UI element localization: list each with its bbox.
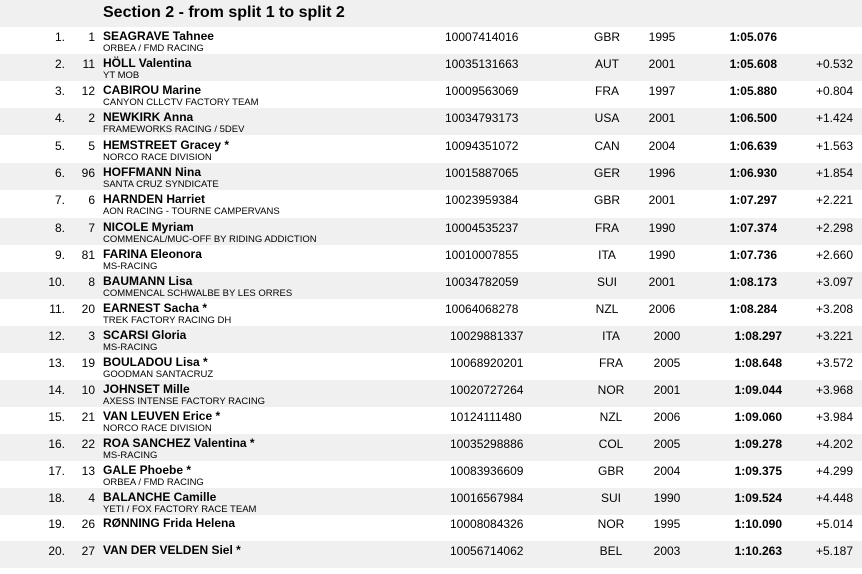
bib-cell: 20: [81, 302, 95, 316]
table-row: [0, 108, 862, 135]
birth-year: 2001: [653, 383, 681, 397]
time-gap: +0.532: [815, 57, 853, 71]
bib-cell: 26: [81, 517, 95, 531]
rider-name: RØNNING Frida Helena: [103, 516, 236, 530]
time-gap: +3.097: [815, 275, 853, 289]
time-gap: +0.804: [815, 84, 853, 98]
page-title: Section 2 - from split 1 to split 2: [103, 4, 345, 21]
rider-name: HOFFMANN Nina: [103, 165, 201, 179]
team-name: MS-RACING: [103, 342, 158, 353]
time-gap: +2.660: [815, 248, 853, 262]
table-row: [0, 407, 862, 434]
time-gap: +1.563: [815, 139, 853, 153]
team-name: MS-RACING: [103, 450, 158, 461]
rider-name: VAN DER VELDEN Siel *: [103, 543, 241, 557]
birth-year: 1995: [653, 517, 681, 531]
rank-cell: 16.: [48, 437, 65, 451]
rank-cell: 18.: [48, 491, 65, 505]
uci-id: 10023959384: [445, 193, 519, 207]
rank-cell: 17.: [48, 464, 65, 478]
birth-year: 2004: [653, 464, 681, 478]
team-name: MS-RACING: [103, 261, 158, 272]
team-name: TREK FACTORY RACING DH: [103, 315, 232, 326]
team-name: AXESS INTENSE FACTORY RACING: [103, 396, 266, 407]
time-gap: +3.968: [815, 383, 853, 397]
time-gap: +3.221: [815, 329, 853, 343]
nationality: COL: [598, 437, 624, 451]
rank-cell: 8.: [54, 221, 65, 235]
table-row: [0, 514, 862, 541]
uci-id: 10035131663: [445, 57, 519, 71]
birth-year: 2005: [653, 356, 681, 370]
team-name: COMMENCAL SCHWALBE BY LES ORRES: [103, 288, 293, 299]
nationality: FRA: [595, 221, 619, 235]
time-gap: +5.187: [815, 544, 853, 558]
rider-name: FARINA Eleonora: [103, 247, 202, 261]
table-row: [0, 488, 862, 515]
rider-name: VAN LEUVEN Erice *: [103, 409, 221, 423]
birth-year: 2006: [653, 410, 681, 424]
birth-year: 1990: [653, 491, 681, 505]
nationality: GBR: [597, 464, 624, 478]
rank-cell: 15.: [48, 410, 65, 424]
rank-cell: 4.: [54, 111, 65, 125]
section-time: 1:06.930: [729, 166, 777, 180]
birth-year: 2003: [653, 544, 681, 558]
section-time: 1:06.639: [729, 139, 777, 153]
time-gap: +3.984: [815, 410, 853, 424]
section-time: 1:08.284: [729, 302, 777, 316]
table-row: [0, 27, 862, 54]
uci-id: 10083936609: [450, 464, 524, 478]
time-gap: +1.854: [815, 166, 853, 180]
birth-year: 1990: [648, 221, 676, 235]
bib-cell: 4: [88, 491, 95, 505]
section-time: 1:05.608: [729, 57, 777, 71]
nationality: FRA: [595, 84, 619, 98]
rider-name: HARNDEN Harriet: [103, 192, 206, 206]
table-row: [0, 461, 862, 488]
uci-id: 10015887065: [445, 166, 519, 180]
bib-cell: 12: [81, 84, 95, 98]
section-time: 1:09.278: [734, 437, 782, 451]
rank-cell: 3.: [54, 84, 65, 98]
rank-cell: 10.: [48, 275, 65, 289]
table-row: [0, 326, 862, 353]
bib-cell: 96: [81, 166, 95, 180]
bib-cell: 5: [88, 139, 95, 153]
section-time: 1:07.374: [729, 221, 777, 235]
section-time: 1:07.736: [729, 248, 777, 262]
nationality: ITA: [602, 329, 620, 343]
bib-cell: 10: [81, 383, 95, 397]
bib-cell: 27: [81, 544, 95, 558]
birth-year: 2000: [653, 329, 681, 343]
rank-cell: 7.: [54, 193, 65, 207]
rank-cell: 19.: [48, 517, 65, 531]
team-name: AON RACING - TOURNE CAMPERVANS: [103, 206, 280, 217]
nationality: CAN: [594, 139, 620, 153]
nationality: GBR: [593, 30, 620, 44]
rider-name: GALE Phoebe *: [103, 463, 192, 477]
table-row: [0, 434, 862, 461]
section-time: 1:09.044: [734, 383, 782, 397]
uci-id: 10068920201: [450, 356, 524, 370]
uci-id: 10020727264: [450, 383, 524, 397]
table-row: [0, 245, 862, 272]
nationality: USA: [594, 111, 620, 125]
team-name: NORCO RACE DIVISION: [103, 152, 212, 163]
section-time: 1:08.173: [729, 275, 777, 289]
section-time: 1:06.500: [729, 111, 777, 125]
table-row: [0, 81, 862, 108]
uci-id: 10124111480: [450, 410, 522, 424]
table-row: [0, 299, 862, 326]
rank-cell: 6.: [54, 166, 65, 180]
time-gap: +3.208: [815, 302, 853, 316]
rider-name: JOHNSET Mille: [103, 382, 190, 396]
team-name: YT MOB: [103, 70, 140, 81]
section-time: 1:10.263: [734, 544, 782, 558]
section-time: 1:08.648: [734, 356, 782, 370]
bib-cell: 13: [81, 464, 95, 478]
section-time: 1:10.090: [734, 517, 782, 531]
bib-cell: 2: [88, 111, 95, 125]
birth-year: 1995: [648, 30, 676, 44]
rider-name: BALANCHE Camille: [103, 490, 217, 504]
time-gap: +5.014: [815, 517, 853, 531]
rider-name: SCARSI Gloria: [103, 328, 187, 342]
team-name: ORBEA / FMD RACING: [103, 43, 204, 54]
team-name: COMMENCAL/MUC-OFF BY RIDING ADDICTION: [103, 234, 317, 245]
uci-id: 10064068278: [445, 302, 519, 316]
nationality: FRA: [599, 356, 623, 370]
time-gap: +1.424: [815, 111, 853, 125]
birth-year: 2004: [648, 139, 676, 153]
section-time: 1:09.375: [734, 464, 782, 478]
team-name: FRAMEWORKS RACING / 5DEV: [103, 124, 245, 135]
birth-year: 2001: [648, 193, 676, 207]
rider-name: ROA SANCHEZ Valentina *: [103, 436, 255, 450]
birth-year: 1997: [648, 84, 676, 98]
rank-cell: 20.: [48, 544, 65, 558]
time-gap: +2.221: [815, 193, 853, 207]
nationality: ITA: [598, 248, 616, 262]
table-row: [0, 218, 862, 245]
bib-cell: 11: [82, 57, 95, 71]
bib-cell: 8: [88, 275, 95, 289]
section-time: 1:07.297: [729, 193, 777, 207]
table-row: [0, 272, 862, 299]
birth-year: 1996: [648, 166, 676, 180]
nationality: SUI: [600, 491, 621, 505]
nationality: AUT: [595, 57, 619, 71]
rank-cell: 14.: [48, 383, 65, 397]
section-time: 1:05.880: [729, 84, 777, 98]
team-name: NORCO RACE DIVISION: [103, 423, 212, 434]
bib-cell: 19: [81, 356, 95, 370]
rider-name: SEAGRAVE Tahnee: [103, 29, 214, 43]
uci-id: 10007414016: [445, 30, 519, 44]
time-gap: +4.202: [815, 437, 853, 451]
table-row: [0, 163, 862, 190]
uci-id: 10035298886: [450, 437, 524, 451]
rider-name: BOULADOU Lisa *: [103, 355, 208, 369]
uci-id: 10016567984: [450, 491, 524, 505]
time-gap: +3.572: [815, 356, 853, 370]
nationality: SUI: [596, 275, 617, 289]
nationality: NZL: [595, 302, 619, 316]
bib-cell: 6: [88, 193, 95, 207]
table-row: [0, 190, 862, 217]
nationality: BEL: [599, 544, 623, 558]
uci-id: 10010007855: [445, 248, 519, 262]
nationality: NOR: [597, 517, 625, 531]
bib-cell: 81: [81, 248, 95, 262]
time-gap: +2.298: [815, 221, 853, 235]
rider-name: BAUMANN Lisa: [103, 274, 193, 288]
birth-year: 2001: [648, 111, 676, 125]
team-name: SANTA CRUZ SYNDICATE: [103, 179, 219, 190]
rank-cell: 13.: [48, 356, 65, 370]
nationality: NZL: [599, 410, 623, 424]
rank-cell: 1.: [54, 30, 65, 44]
rider-name: HÖLL Valentina: [103, 56, 192, 70]
birth-year: 1990: [648, 248, 676, 262]
bib-cell: 22: [81, 437, 95, 451]
time-gap: +4.299: [815, 464, 853, 478]
section-time: 1:09.524: [734, 491, 782, 505]
birth-year: 2001: [648, 275, 676, 289]
table-row: [0, 541, 862, 568]
uci-id: 10034782059: [445, 275, 519, 289]
team-name: YETI / FOX FACTORY RACE TEAM: [103, 504, 257, 515]
uci-id: 10056714062: [450, 544, 524, 558]
rider-name: NEWKIRK Anna: [103, 110, 194, 124]
time-gap: +4.448: [815, 491, 853, 505]
bib-cell: 3: [88, 329, 95, 343]
uci-id: 10009563069: [445, 84, 519, 98]
section-time: 1:05.076: [729, 30, 777, 44]
uci-id: 10094351072: [445, 139, 519, 153]
section-time: 1:09.060: [734, 410, 782, 424]
team-name: ORBEA / FMD RACING: [103, 477, 204, 488]
table-row: [0, 136, 862, 163]
team-name: CANYON CLLCTV FACTORY TEAM: [103, 97, 259, 108]
section-time: 1:08.297: [734, 329, 782, 343]
uci-id: 10004535237: [445, 221, 519, 235]
uci-id: 10029881337: [450, 329, 524, 343]
rider-name: NICOLE Myriam: [103, 220, 194, 234]
rank-cell: 11.: [49, 302, 65, 316]
birth-year: 2005: [653, 437, 681, 451]
rider-name: HEMSTREET Gracey *: [103, 138, 230, 152]
rank-cell: 12.: [48, 329, 65, 343]
table-row: [0, 54, 862, 81]
rank-cell: 2.: [54, 57, 65, 71]
uci-id: 10034793173: [445, 111, 519, 125]
birth-year: 2001: [648, 57, 676, 71]
bib-cell: 7: [88, 221, 95, 235]
nationality: GER: [593, 166, 620, 180]
nationality: GBR: [593, 193, 620, 207]
uci-id: 10008084326: [450, 517, 524, 531]
birth-year: 2006: [648, 302, 676, 316]
bib-cell: 1: [88, 30, 95, 44]
rider-name: CABIROU Marine: [103, 83, 202, 97]
table-row: [0, 380, 862, 407]
rider-name: EARNEST Sacha *: [103, 301, 208, 315]
rank-cell: 5.: [54, 139, 65, 153]
rank-cell: 9.: [54, 248, 65, 262]
table-row: [0, 353, 862, 380]
bib-cell: 21: [81, 410, 95, 424]
team-name: GOODMAN SANTACRUZ: [103, 369, 214, 380]
nationality: NOR: [597, 383, 625, 397]
